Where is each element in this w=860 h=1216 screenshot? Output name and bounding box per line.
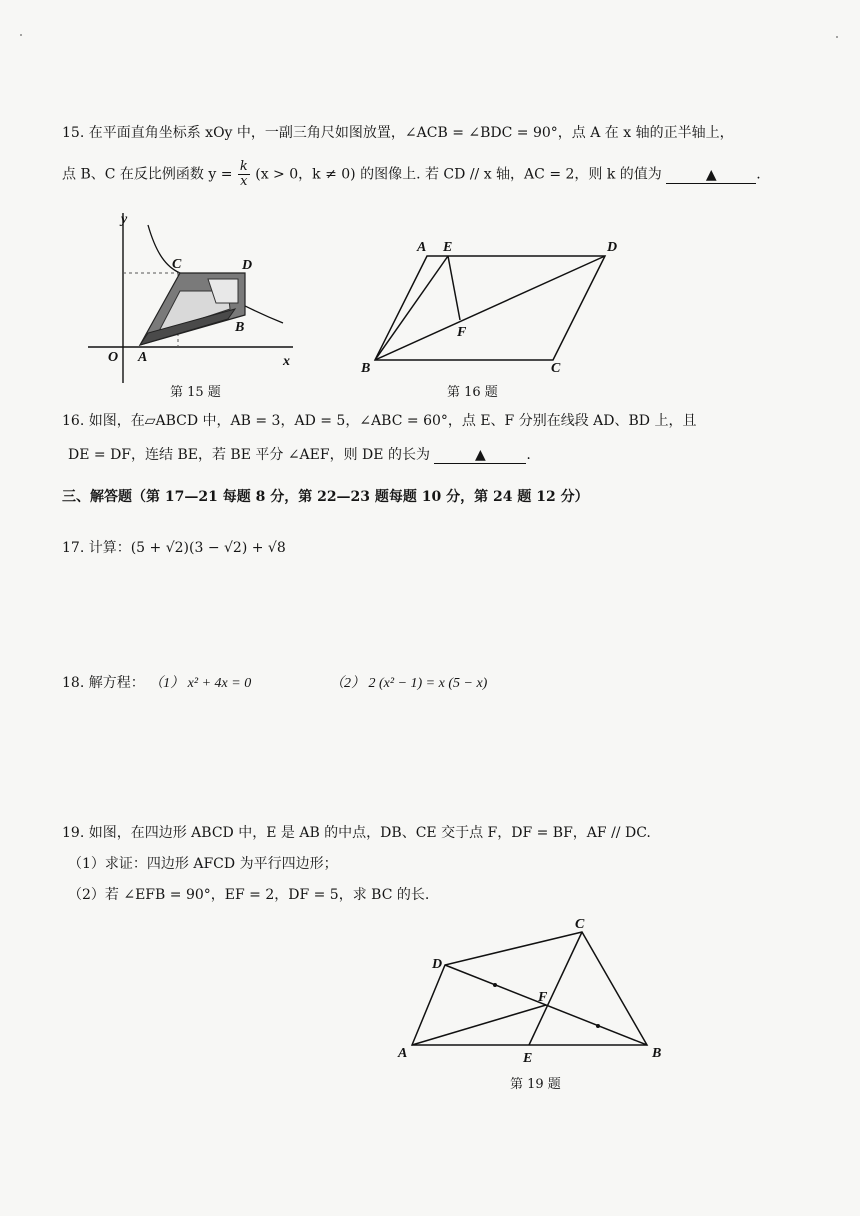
section3-heading: 三、解答题（第 17—21 每题 8 分，第 22—23 题每题 10 分，第 24 题 12 分） xyxy=(62,489,589,505)
label-E: E xyxy=(523,1051,533,1066)
label-C: C xyxy=(575,917,585,932)
q16-text-line2: DE = DF，连结 BE，若 BE 平分 ∠AEF，则 DE 的长为 xyxy=(68,447,430,463)
q15-line2 xyxy=(62,160,761,189)
diagonal-bd xyxy=(375,256,605,360)
label-O: O xyxy=(108,350,119,365)
q15-answer-blank[interactable] xyxy=(666,167,756,184)
tick-mark-df xyxy=(493,983,497,987)
q19-figure xyxy=(392,912,682,1077)
q18-answer-area[interactable] xyxy=(62,700,792,810)
q17-text: 计算：(5 + √2)(3 − √2) + √8 xyxy=(88,540,286,556)
label-D: D xyxy=(432,957,443,972)
q15-number: 15. xyxy=(62,125,85,141)
q19-part2: （2）若 ∠EFB = 90°，EF = 2，DF = 5，求 BC 的长. xyxy=(68,887,430,903)
label-B: B xyxy=(361,361,371,376)
q15-figure xyxy=(88,205,308,385)
q15-fraction xyxy=(238,160,250,189)
q18-part1: （1） x² + 4x = 0 xyxy=(149,676,252,691)
label-B: B xyxy=(235,320,245,335)
label-C: C xyxy=(551,361,561,376)
q19-caption: 第 19 题 xyxy=(510,1077,561,1092)
q15-text-line2-mid: (x > 0，k ≠ 0) 的图像上. 若 CD // x 轴，AC = 2，则 k 的值为 xyxy=(255,166,662,183)
q15-line1 xyxy=(62,122,734,142)
q18-number: 18. xyxy=(62,675,85,691)
q15-text-line2-pre: 点 B、C 在反比例函数 y = xyxy=(62,166,233,183)
label-B: B xyxy=(652,1046,662,1061)
segment-af xyxy=(412,1005,546,1045)
label-F: F xyxy=(538,990,548,1005)
label-C: C xyxy=(172,257,182,272)
q16-text-end: . xyxy=(526,447,531,463)
q16-answer-blank[interactable] xyxy=(434,447,526,464)
q19-number: 19. xyxy=(62,825,85,841)
q15-caption: 第 15 题 xyxy=(170,385,221,400)
q16-text-line1: 如图，在▱ABCD 中，AB = 3，AD = 5，∠ABC = 60°，点 E、F 分别在线段 AD、BD 上，且 xyxy=(88,413,697,429)
segment-ef xyxy=(448,256,460,320)
q19-part1: （1）求证：四边形 AFCD 为平行四边形； xyxy=(68,856,338,872)
q17-line xyxy=(62,537,286,557)
q16-number: 16. xyxy=(62,413,85,429)
q18-line xyxy=(62,672,251,692)
segment-be xyxy=(375,256,448,360)
q16-line2 xyxy=(68,444,531,464)
q18-part2-line xyxy=(330,672,487,692)
label-D: D xyxy=(242,258,253,273)
q15-fraction-numerator: k xyxy=(239,159,248,174)
segment-ce xyxy=(529,932,582,1045)
q16-figure xyxy=(355,236,625,381)
label-y: y xyxy=(121,212,128,227)
q16-caption: 第 16 题 xyxy=(447,385,498,400)
scan-speck xyxy=(20,34,22,36)
q16-blank-mark: ▲ xyxy=(475,447,486,463)
q18-label: 解方程： xyxy=(88,675,145,691)
label-A: A xyxy=(138,350,148,365)
label-F: F xyxy=(457,325,467,340)
label-A: A xyxy=(417,240,427,255)
label-A: A xyxy=(398,1046,408,1061)
label-x: x xyxy=(283,354,290,369)
q17-number: 17. xyxy=(62,540,85,556)
q15-text-end: . xyxy=(756,166,761,183)
q18-part2: （2） 2 (x² − 1) = x (5 − x) xyxy=(330,676,488,691)
q15-fraction-denominator: x xyxy=(240,174,248,189)
q19-line1 xyxy=(62,822,651,842)
scan-speck xyxy=(836,36,838,38)
quadrilateral-abcd xyxy=(412,932,647,1045)
q16-line1 xyxy=(62,410,696,430)
label-E: E xyxy=(443,240,453,255)
tick-mark-fb xyxy=(596,1024,600,1028)
q15-text-line1: 在平面直角坐标系 xOy 中，一副三角尺如图放置，∠ACB = ∠BDC = 90°，点 A 在 x 轴的正半轴上， xyxy=(88,125,734,141)
q17-answer-area[interactable] xyxy=(62,565,792,660)
q15-blank-mark: ▲ xyxy=(705,166,717,183)
label-D: D xyxy=(607,240,618,255)
q19-text-line1: 如图，在四边形 ABCD 中，E 是 AB 的中点，DB、CE 交于点 F，DF = BF，AF // DC. xyxy=(88,825,651,841)
